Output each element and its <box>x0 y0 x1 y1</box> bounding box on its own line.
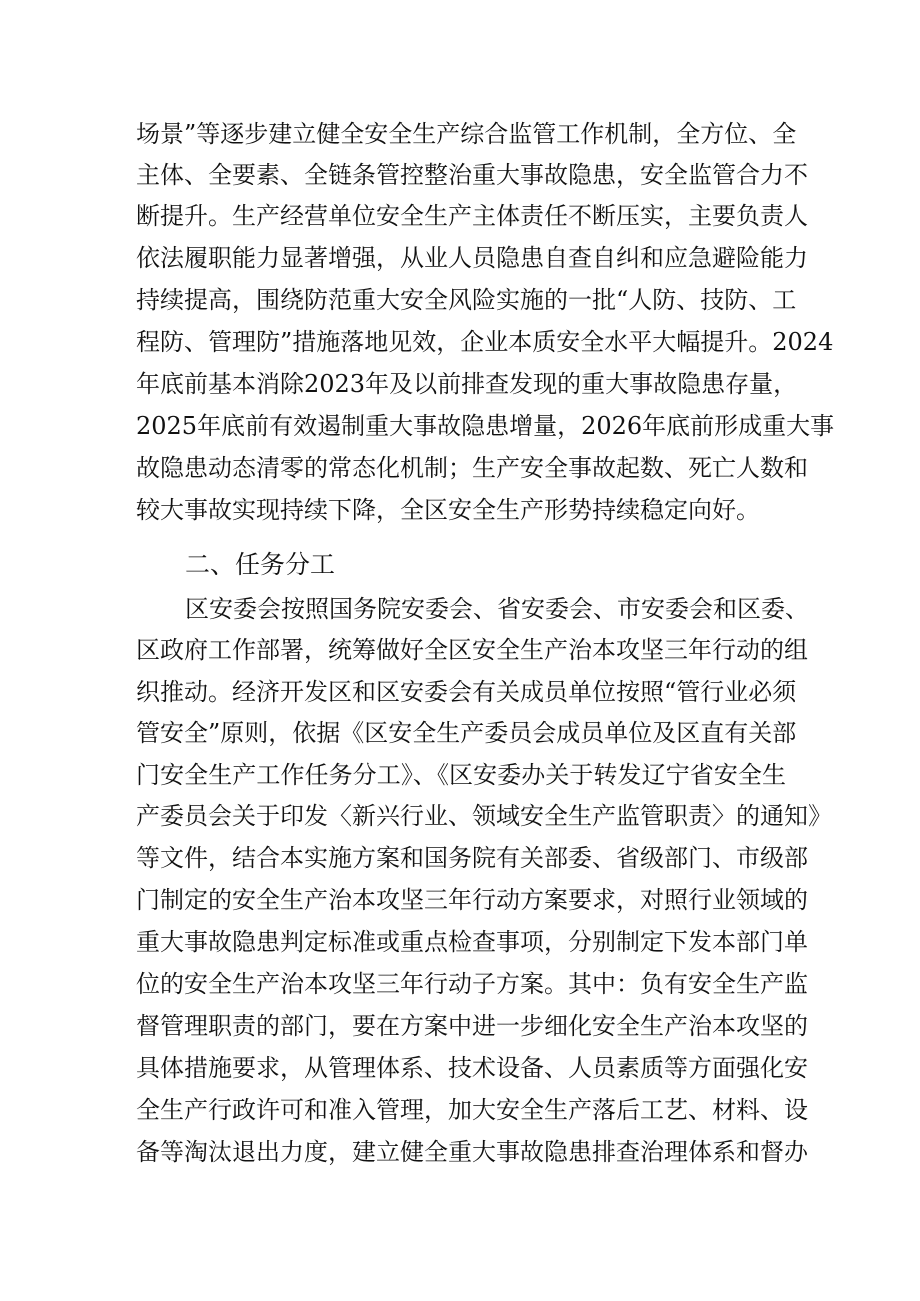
text-line: 产委员会关于印发〈新兴行业、领域安全生产监管职责〉的通知》 <box>136 802 832 830</box>
text-line: 持续提高，围绕防范重大安全风险实施的一批“人防、技防、工 <box>136 286 797 314</box>
text-line: 位的安全生产治本攻坚三年行动子方案。其中：负有安全生产监 <box>136 970 808 998</box>
text-line: 年底前基本消除2023年及以前排查发现的重大事故隐患存量， <box>136 370 798 398</box>
text-line: 2025年底前有效遏制重大事故隐患增量，2026年底前形成重大事 <box>136 412 835 440</box>
section-heading: 二、任务分工 <box>185 550 336 579</box>
text-line: 备等淘汰退出力度，建立健全重大事故隐患排查治理体系和督办 <box>136 1138 808 1166</box>
text-line: 场景”等逐步建立健全安全生产综合监管工作机制，全方位、全 <box>136 120 797 148</box>
text-line: 区政府工作部署，统筹做好全区安全生产治本攻坚三年行动的组 <box>136 636 808 664</box>
text-line: 织推动。经济开发区和区安委会有关成员单位按照“管行业必须 <box>136 678 797 706</box>
text-line: 程防、管理防”措施落地见效，企业本质安全水平大幅提升。2024 <box>136 328 834 356</box>
text-line: 区安委会按照国务院安委会、省安委会、市安委会和区委、 <box>185 595 809 623</box>
text-line: 全生产行政许可和准入管理，加大安全生产落后工艺、材料、设 <box>136 1096 808 1124</box>
text-line: 断提升。生产经营单位安全生产主体责任不断压实，主要负责人 <box>136 202 808 230</box>
text-line: 门制定的安全生产治本攻坚三年行动方案要求，对照行业领域的 <box>136 886 808 914</box>
text-line: 重大事故隐患判定标准或重点检查事项，分别制定下发本部门单 <box>136 928 808 956</box>
text-line: 依法履职能力显著增强，从业人员隐患自查自纠和应急避险能力 <box>136 244 808 272</box>
text-line: 具体措施要求，从管理体系、技术设备、人员素质等方面强化安 <box>136 1054 808 1082</box>
text-line: 督管理职责的部门，要在方案中进一步细化安全生产治本攻坚的 <box>136 1012 808 1040</box>
text-line: 管安全”原则，依据《区安全生产委员会成员单位及区直有关部 <box>136 719 797 747</box>
text-line: 较大事故实现持续下降，全区安全生产形势持续稳定向好。 <box>136 496 760 524</box>
text-line: 等文件，结合本实施方案和国务院有关部委、省级部门、市级部 <box>136 844 808 872</box>
text-line: 门安全生产工作任务分工》、《区安委办关于转发辽宁省安全生 <box>136 761 786 789</box>
text-line: 故隐患动态清零的常态化机制；生产安全事故起数、死亡人数和 <box>136 454 808 482</box>
text-line: 主体、全要素、全链条管控整治重大事故隐患，安全监管合力不 <box>136 161 808 189</box>
